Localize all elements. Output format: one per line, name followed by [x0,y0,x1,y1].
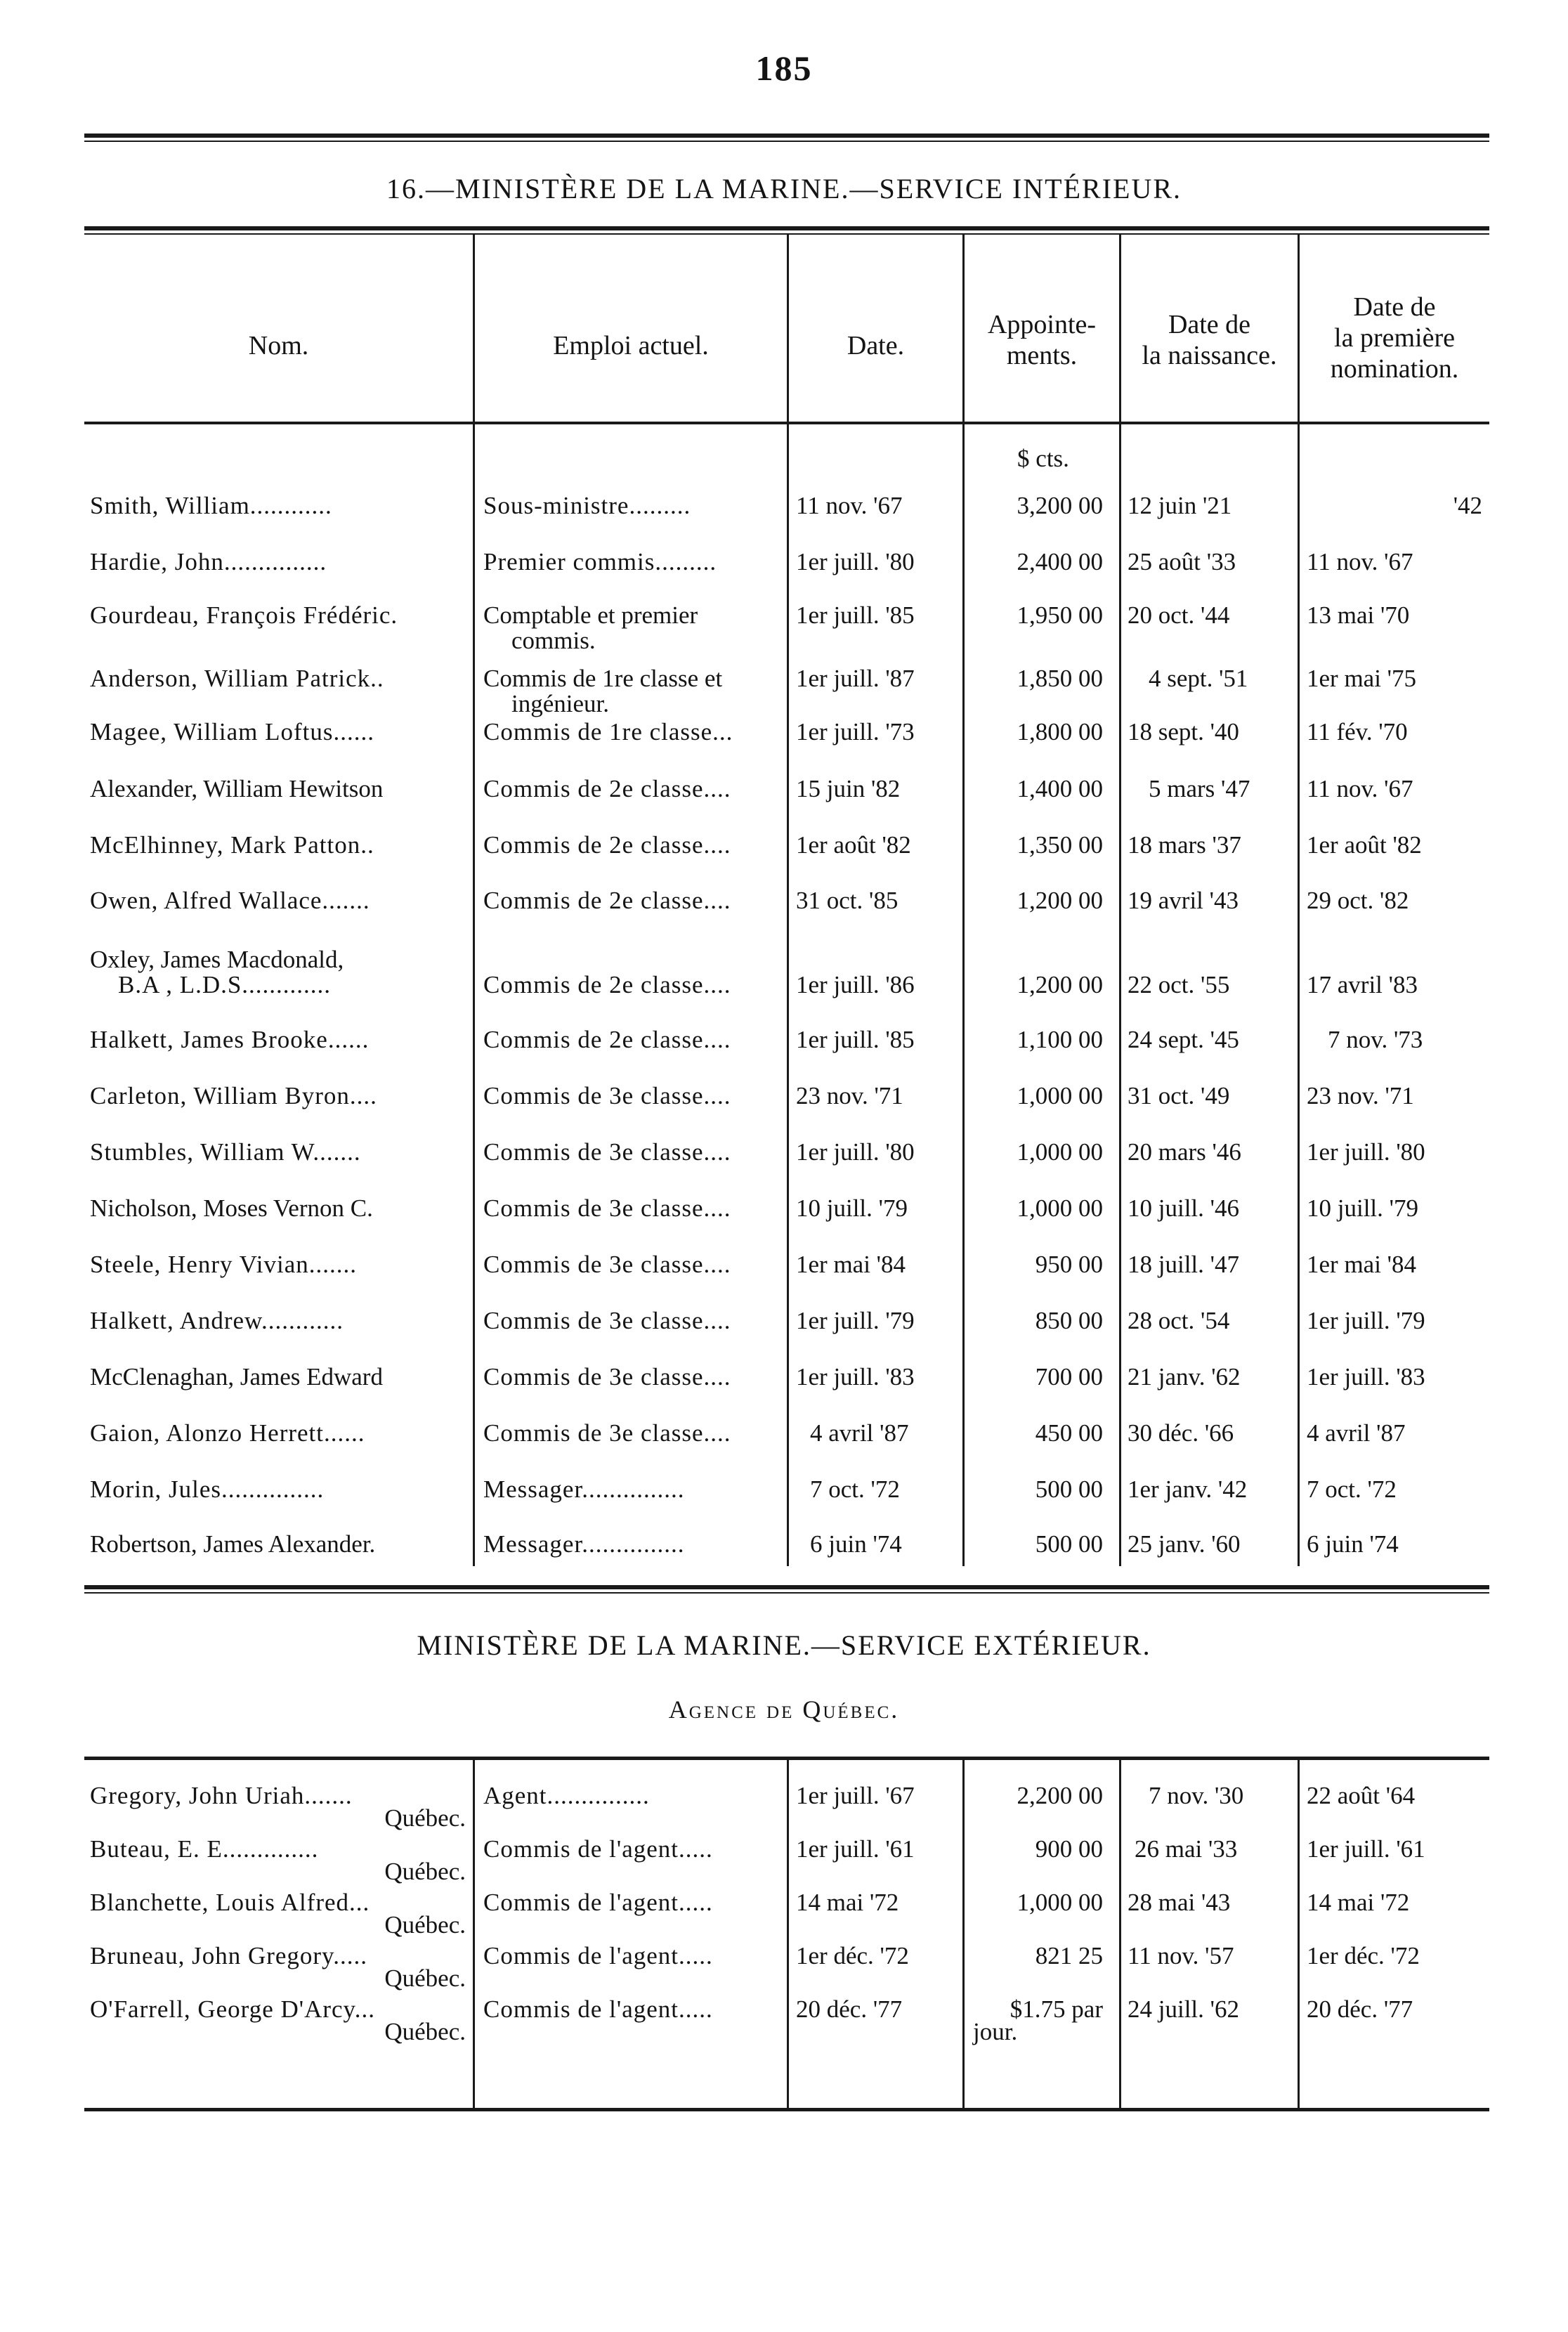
row-date: 1er juill. '86 [796,971,915,998]
row-name: Gaion, Alonzo Herrett...... [90,1419,365,1447]
row-emploi: Commis de 1re classe et [483,665,723,692]
row-emploi: Commis de l'agent..... [483,1995,713,2023]
row-amount: 2,200 00 [1017,1782,1103,1809]
page-number: 185 [755,48,813,88]
row-name: McClenaghan, James Edward [90,1363,383,1390]
row-date: 1er juill. '85 [796,601,915,629]
row-emploi: Commis de 2e classe.... [483,775,731,802]
row-emploi: Comptable et premier [483,601,698,629]
row-date: 23 nov. '71 [796,1082,903,1109]
row-amount: 2,400 00 [1017,548,1103,575]
row-name: Halkett, James Brooke...... [90,1026,370,1053]
row-naissance: 18 mars '37 [1128,831,1241,859]
table2-bottom-rule [84,2108,1489,2111]
row-date: 31 oct. '85 [796,887,899,914]
row-naissance: 18 sept. '40 [1128,718,1239,745]
row-name: Nicholson, Moses Vernon C. [90,1194,373,1222]
column-divider [1119,1760,1121,2108]
row-premiere: 1er juill. '83 [1307,1363,1425,1390]
row-premiere: 1er juill. '61 [1307,1835,1425,1863]
row-amount: 821 25 [1035,1942,1103,1969]
row-name-cont: B.A , L.D.S............. [118,971,332,998]
row-naissance: 31 oct. '49 [1128,1082,1230,1109]
row-emploi: Commis de 3e classe.... [483,1251,731,1278]
header-nom: Nom. [248,331,309,360]
row-date: 1er juill. '61 [796,1835,915,1863]
row-emploi: Commis de l'agent..... [483,1942,713,1969]
column-divider [1298,1760,1300,2108]
section-title-interieur: 16.—MINISTÈRE DE LA MARINE.—SERVICE INTÉRIEUR. [386,173,1182,204]
row-premiere: 6 juin '74 [1307,1530,1399,1558]
row-emploi: Commis de 1re classe... [483,718,733,745]
row-date: 1er juill. '73 [796,718,915,745]
top-rule-thick [84,133,1489,138]
row-amount: 1,200 00 [1017,887,1103,914]
row-amount: 1,350 00 [1017,831,1103,859]
column-divider [787,1760,789,2108]
row-naissance: 28 oct. '54 [1128,1307,1230,1334]
row-name: Stumbles, William W....... [90,1138,361,1166]
row-naissance: 25 août '33 [1128,548,1236,575]
row-premiere: 1er août '82 [1307,831,1422,859]
row-date: 1er déc. '72 [796,1942,909,1969]
row-amount: 500 00 [1035,1476,1103,1503]
row-name: Carleton, William Byron.... [90,1082,377,1109]
row-naissance: 22 oct. '55 [1128,971,1230,998]
row-emploi: Commis de 3e classe.... [483,1419,731,1447]
row-emploi-cont: commis. [511,627,596,654]
row-date: 15 juin '82 [796,775,901,802]
row-premiere: 20 déc. '77 [1307,1995,1413,2023]
row-name: Buteau, E. E.............. [90,1835,319,1863]
row-name: Magee, William Loftus...... [90,718,375,745]
row-amount: 1,100 00 [1017,1026,1103,1053]
header-emploi: Emploi actuel. [553,331,709,360]
row-premiere: 1er juill. '79 [1307,1307,1425,1334]
row-amount: 1,800 00 [1017,718,1103,745]
row-premiere: 22 août '64 [1307,1782,1416,1809]
row-premiere: 1er mai '84 [1307,1251,1416,1278]
row-name: Alexander, William Hewitson [90,775,384,802]
row-naissance: 20 mars '46 [1128,1138,1241,1166]
row-amount: 1,000 00 [1017,1138,1103,1166]
row-naissance: 28 mai '43 [1128,1889,1231,1916]
row-date: 1er mai '84 [796,1251,906,1278]
row-emploi: Commis de 3e classe.... [483,1138,731,1166]
column-divider [473,1760,475,2108]
row-naissance: 20 oct. '44 [1128,601,1230,629]
row-premiere: 10 juill. '79 [1307,1194,1418,1222]
row-emploi: Sous-ministre......... [483,492,691,519]
row-naissance: 18 juill. '47 [1128,1251,1239,1278]
row-naissance: 19 avril '43 [1128,887,1239,914]
row-naissance: 30 déc. '66 [1128,1419,1234,1447]
row-name: Blanchette, Louis Alfred... [90,1889,370,1916]
row-amount: 850 00 [1035,1307,1103,1334]
row-name: McElhinney, Mark Patton.. [90,831,374,859]
row-date: 1er juill. '83 [796,1363,915,1390]
row-emploi: Commis de 2e classe.... [483,971,731,998]
top-rule-thin [84,141,1489,142]
header-date: Date. [847,331,905,360]
column-divider [473,235,475,1566]
row-naissance: 21 janv. '62 [1128,1363,1241,1390]
header-naissance: Date de la naissance. [1142,310,1277,370]
row-date: 6 juin '74 [810,1530,902,1558]
row-city: Québec. [384,1965,466,1992]
row-naissance: 25 janv. '60 [1128,1530,1241,1558]
row-premiere: 7 oct. '72 [1307,1476,1397,1503]
row-city: Québec. [384,1858,466,1885]
row-naissance: 4 sept. '51 [1149,665,1248,692]
row-name: Smith, William............ [90,492,332,519]
row-city: Québec. [384,1911,466,1939]
row-premiere: 17 avril '83 [1307,971,1418,998]
column-divider [787,235,789,1566]
row-name: O'Farrell, George D'Arcy... [90,1995,376,2023]
header-premiere: Date de la première nomination. [1330,292,1459,384]
row-amount: $1.75 par [1010,1995,1103,2023]
row-date: 1er juill. '85 [796,1026,915,1053]
row-emploi: Commis de 3e classe.... [483,1363,731,1390]
row-premiere: 1er juill. '80 [1307,1138,1425,1166]
row-amount: 900 00 [1035,1835,1103,1863]
row-amount: 1,400 00 [1017,775,1103,802]
row-amount: 450 00 [1035,1419,1103,1447]
column-divider [1298,235,1300,1566]
row-name: Halkett, Andrew............ [90,1307,344,1334]
row-premiere: 11 nov. '67 [1307,548,1413,575]
row-name: Robertson, James Alexander. [90,1530,376,1558]
row-emploi: Commis de 3e classe.... [483,1194,731,1222]
row-emploi-cont: ingénieur. [511,690,609,717]
row-date: 1er juill. '87 [796,665,915,692]
column-divider [962,235,965,1566]
row-amount: 3,200 00 [1017,492,1103,519]
row-emploi: Agent............... [483,1782,650,1809]
row-naissance: 24 juill. '62 [1128,1995,1239,2023]
row-name: Gourdeau, François Frédéric. [90,601,398,629]
row-date: 20 déc. '77 [796,1995,903,2023]
row-amount: 500 00 [1035,1530,1103,1558]
row-name: Steele, Henry Vivian....... [90,1251,358,1278]
row-name: Oxley, James Macdonald, [90,946,344,973]
row-amount: 1,000 00 [1017,1889,1103,1916]
row-amount: 700 00 [1035,1363,1103,1390]
header-appointements: Appointe- ments. [987,310,1097,370]
row-naissance: 1er janv. '42 [1128,1476,1248,1503]
row-date: 1er juill. '79 [796,1307,915,1334]
row-premiere: 23 nov. '71 [1307,1082,1414,1109]
row-name: Anderson, William Patrick.. [90,665,384,692]
row-emploi: Commis de 3e classe.... [483,1082,731,1109]
row-amount: 1,000 00 [1017,1194,1103,1222]
row-amount-cont: jour. [973,2018,1018,2045]
row-amount: 1,950 00 [1017,601,1103,629]
row-emploi: Messager............... [483,1476,685,1503]
row-premiere: 11 fév. '70 [1307,718,1408,745]
row-emploi: Commis de 3e classe.... [483,1307,731,1334]
row-date: 7 oct. '72 [810,1476,900,1503]
section-title-exterieur: MINISTÈRE DE LA MARINE.—SERVICE EXTÉRIEUR. [417,1629,1151,1661]
row-emploi: Premier commis......... [483,548,717,575]
row-date: 14 mai '72 [796,1889,899,1916]
row-premiere: 29 oct. '82 [1307,887,1409,914]
row-name: Gregory, John Uriah....... [90,1782,353,1809]
row-date: 10 juill. '79 [796,1194,908,1222]
row-emploi: Commis de l'agent..... [483,1835,713,1863]
row-date: 11 nov. '67 [796,492,903,519]
row-emploi: Commis de 2e classe.... [483,887,731,914]
row-emploi: Commis de 2e classe.... [483,1026,731,1053]
row-name: Bruneau, John Gregory..... [90,1942,368,1969]
column-divider [962,1760,965,2108]
row-premiere: 1er déc. '72 [1307,1942,1420,1969]
row-naissance: 7 nov. '30 [1149,1782,1244,1809]
table1-bottom-rule-thin [84,1592,1489,1594]
row-amount: 1,850 00 [1017,665,1103,692]
row-premiere: 4 avril '87 [1307,1419,1406,1447]
row-city: Québec. [384,2018,466,2045]
header-rule [84,422,1489,424]
row-name: Hardie, John............... [90,548,327,575]
row-emploi: Commis de 2e classe.... [483,831,731,859]
column-divider [1119,235,1121,1566]
row-date: 4 avril '87 [810,1419,909,1447]
row-emploi: Commis de l'agent..... [483,1889,713,1916]
row-premiere: 7 nov. '73 [1328,1026,1423,1053]
row-naissance: 10 juill. '46 [1128,1194,1239,1222]
table1-bottom-rule-thick [84,1585,1489,1589]
row-premiere: 13 mai '70 [1307,601,1410,629]
row-premiere: 11 nov. '67 [1307,775,1413,802]
row-naissance: 12 juin '21 [1128,492,1232,519]
unit-label: $ cts. [1017,445,1069,472]
row-amount: 950 00 [1035,1251,1103,1278]
row-naissance: 26 mai '33 [1135,1835,1238,1863]
row-naissance: 11 nov. '57 [1128,1942,1234,1969]
row-premiere: 14 mai '72 [1307,1889,1410,1916]
agency-subtitle: Agence de Québec. [668,1695,900,1724]
table-top-rule-thick [84,226,1489,230]
row-naissance: 24 sept. '45 [1128,1026,1239,1053]
row-amount: 1,200 00 [1017,971,1103,998]
row-premiere: '42 [1453,492,1482,519]
row-premiere: 1er mai '75 [1307,665,1416,692]
row-city: Québec. [384,1804,466,1832]
row-name: Morin, Jules............... [90,1476,325,1503]
row-naissance: 5 mars '47 [1149,775,1250,802]
row-date: 1er août '82 [796,831,911,859]
row-emploi: Messager............... [483,1530,685,1558]
row-amount: 1,000 00 [1017,1082,1103,1109]
row-date: 1er juill. '80 [796,548,915,575]
row-name: Owen, Alfred Wallace....... [90,887,370,914]
row-date: 1er juill. '80 [796,1138,915,1166]
row-date: 1er juill. '67 [796,1782,915,1809]
